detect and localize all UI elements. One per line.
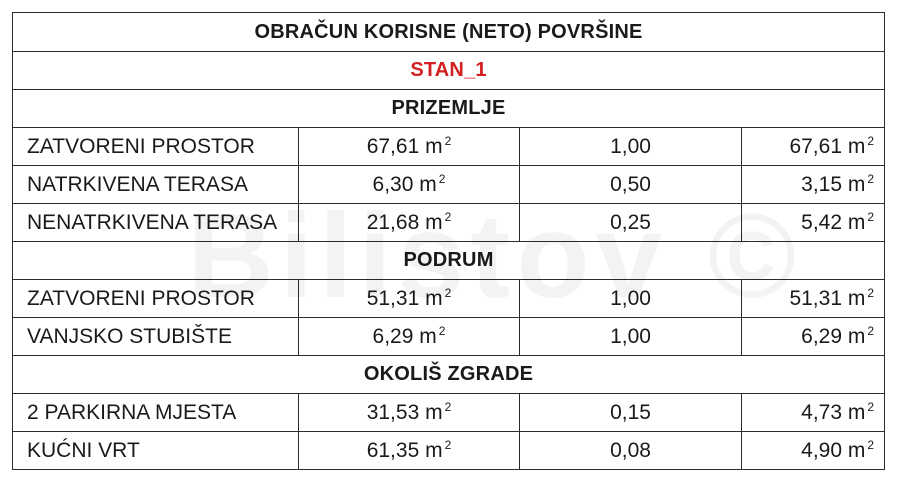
- subtitle-row: [13, 52, 885, 90]
- gross-area-cell: [299, 432, 520, 470]
- unit-exponent: 2: [444, 400, 452, 414]
- section-title: PRIZEMLJE: [13, 90, 885, 128]
- gross-area-value: 6,29 m: [372, 325, 437, 348]
- net-area-value: 67,61 m: [789, 135, 866, 158]
- unit-exponent: 2: [444, 286, 452, 300]
- area-calculation-sheet: [12, 12, 884, 470]
- title-row: [13, 13, 885, 52]
- area-table: [12, 12, 885, 470]
- net-area-cell: [742, 394, 885, 432]
- net-area-cell: [742, 128, 885, 166]
- gross-area-cell: [299, 166, 520, 204]
- gross-area-value: 6,30 m: [372, 173, 437, 196]
- room-label: ZATVORENI PROSTOR: [13, 128, 299, 166]
- net-area-cell: [742, 204, 885, 242]
- section-header-row: [13, 356, 885, 394]
- unit-exponent: 2: [867, 324, 875, 338]
- section-title: OKOLIŠ ZGRADE: [13, 356, 885, 394]
- coefficient-cell: 1,00: [520, 318, 742, 356]
- coefficient-cell: 0,08: [520, 432, 742, 470]
- unit-exponent: 2: [867, 400, 875, 414]
- unit-exponent: 2: [444, 438, 452, 452]
- unit-exponent: 2: [438, 172, 446, 186]
- room-label: ZATVORENI PROSTOR: [13, 280, 299, 318]
- gross-area-value: 21,68 m: [366, 211, 443, 234]
- net-area-value: 3,15 m: [801, 173, 866, 196]
- coefficient-cell: 1,00: [520, 280, 742, 318]
- unit-exponent: 2: [867, 172, 875, 186]
- coefficient-cell: 0,50: [520, 166, 742, 204]
- table-row: [13, 204, 885, 242]
- table-row: [13, 280, 885, 318]
- net-area-value: 5,42 m: [801, 211, 866, 234]
- gross-area-cell: [299, 280, 520, 318]
- gross-area-value: 67,61 m: [366, 135, 443, 158]
- unit-exponent: 2: [444, 210, 452, 224]
- section-title: PODRUM: [13, 242, 885, 280]
- gross-area-value: 61,35 m: [366, 439, 443, 462]
- unit-exponent: 2: [438, 324, 446, 338]
- net-area-value: 4,90 m: [801, 439, 866, 462]
- unit-name: STAN_1: [13, 52, 885, 90]
- net-area-value: 51,31 m: [789, 287, 866, 310]
- gross-area-cell: [299, 318, 520, 356]
- table-row: [13, 432, 885, 470]
- section-header-row: [13, 242, 885, 280]
- room-label: KUĆNI VRT: [13, 432, 299, 470]
- net-area-cell: [742, 318, 885, 356]
- gross-area-cell: [299, 394, 520, 432]
- room-label: NATRKIVENA TERASA: [13, 166, 299, 204]
- gross-area-value: 31,53 m: [366, 401, 443, 424]
- net-area-cell: [742, 280, 885, 318]
- table-row: [13, 394, 885, 432]
- table-title: OBRAČUN KORISNE (NETO) POVRŠINE: [13, 13, 885, 52]
- unit-exponent: 2: [867, 210, 875, 224]
- unit-exponent: 2: [444, 134, 452, 148]
- net-area-cell: [742, 432, 885, 470]
- section-header-row: [13, 90, 885, 128]
- table-row: [13, 128, 885, 166]
- gross-area-cell: [299, 204, 520, 242]
- table-row: [13, 318, 885, 356]
- room-label: 2 PARKIRNA MJESTA: [13, 394, 299, 432]
- gross-area-value: 51,31 m: [366, 287, 443, 310]
- unit-exponent: 2: [867, 438, 875, 452]
- unit-exponent: 2: [867, 286, 875, 300]
- coefficient-cell: 1,00: [520, 128, 742, 166]
- net-area-cell: [742, 166, 885, 204]
- coefficient-cell: 0,25: [520, 204, 742, 242]
- net-area-value: 6,29 m: [801, 325, 866, 348]
- room-label: VANJSKO STUBIŠTE: [13, 318, 299, 356]
- coefficient-cell: 0,15: [520, 394, 742, 432]
- gross-area-cell: [299, 128, 520, 166]
- net-area-value: 4,73 m: [801, 401, 866, 424]
- unit-exponent: 2: [867, 134, 875, 148]
- room-label: NENATRKIVENA TERASA: [13, 204, 299, 242]
- table-row: [13, 166, 885, 204]
